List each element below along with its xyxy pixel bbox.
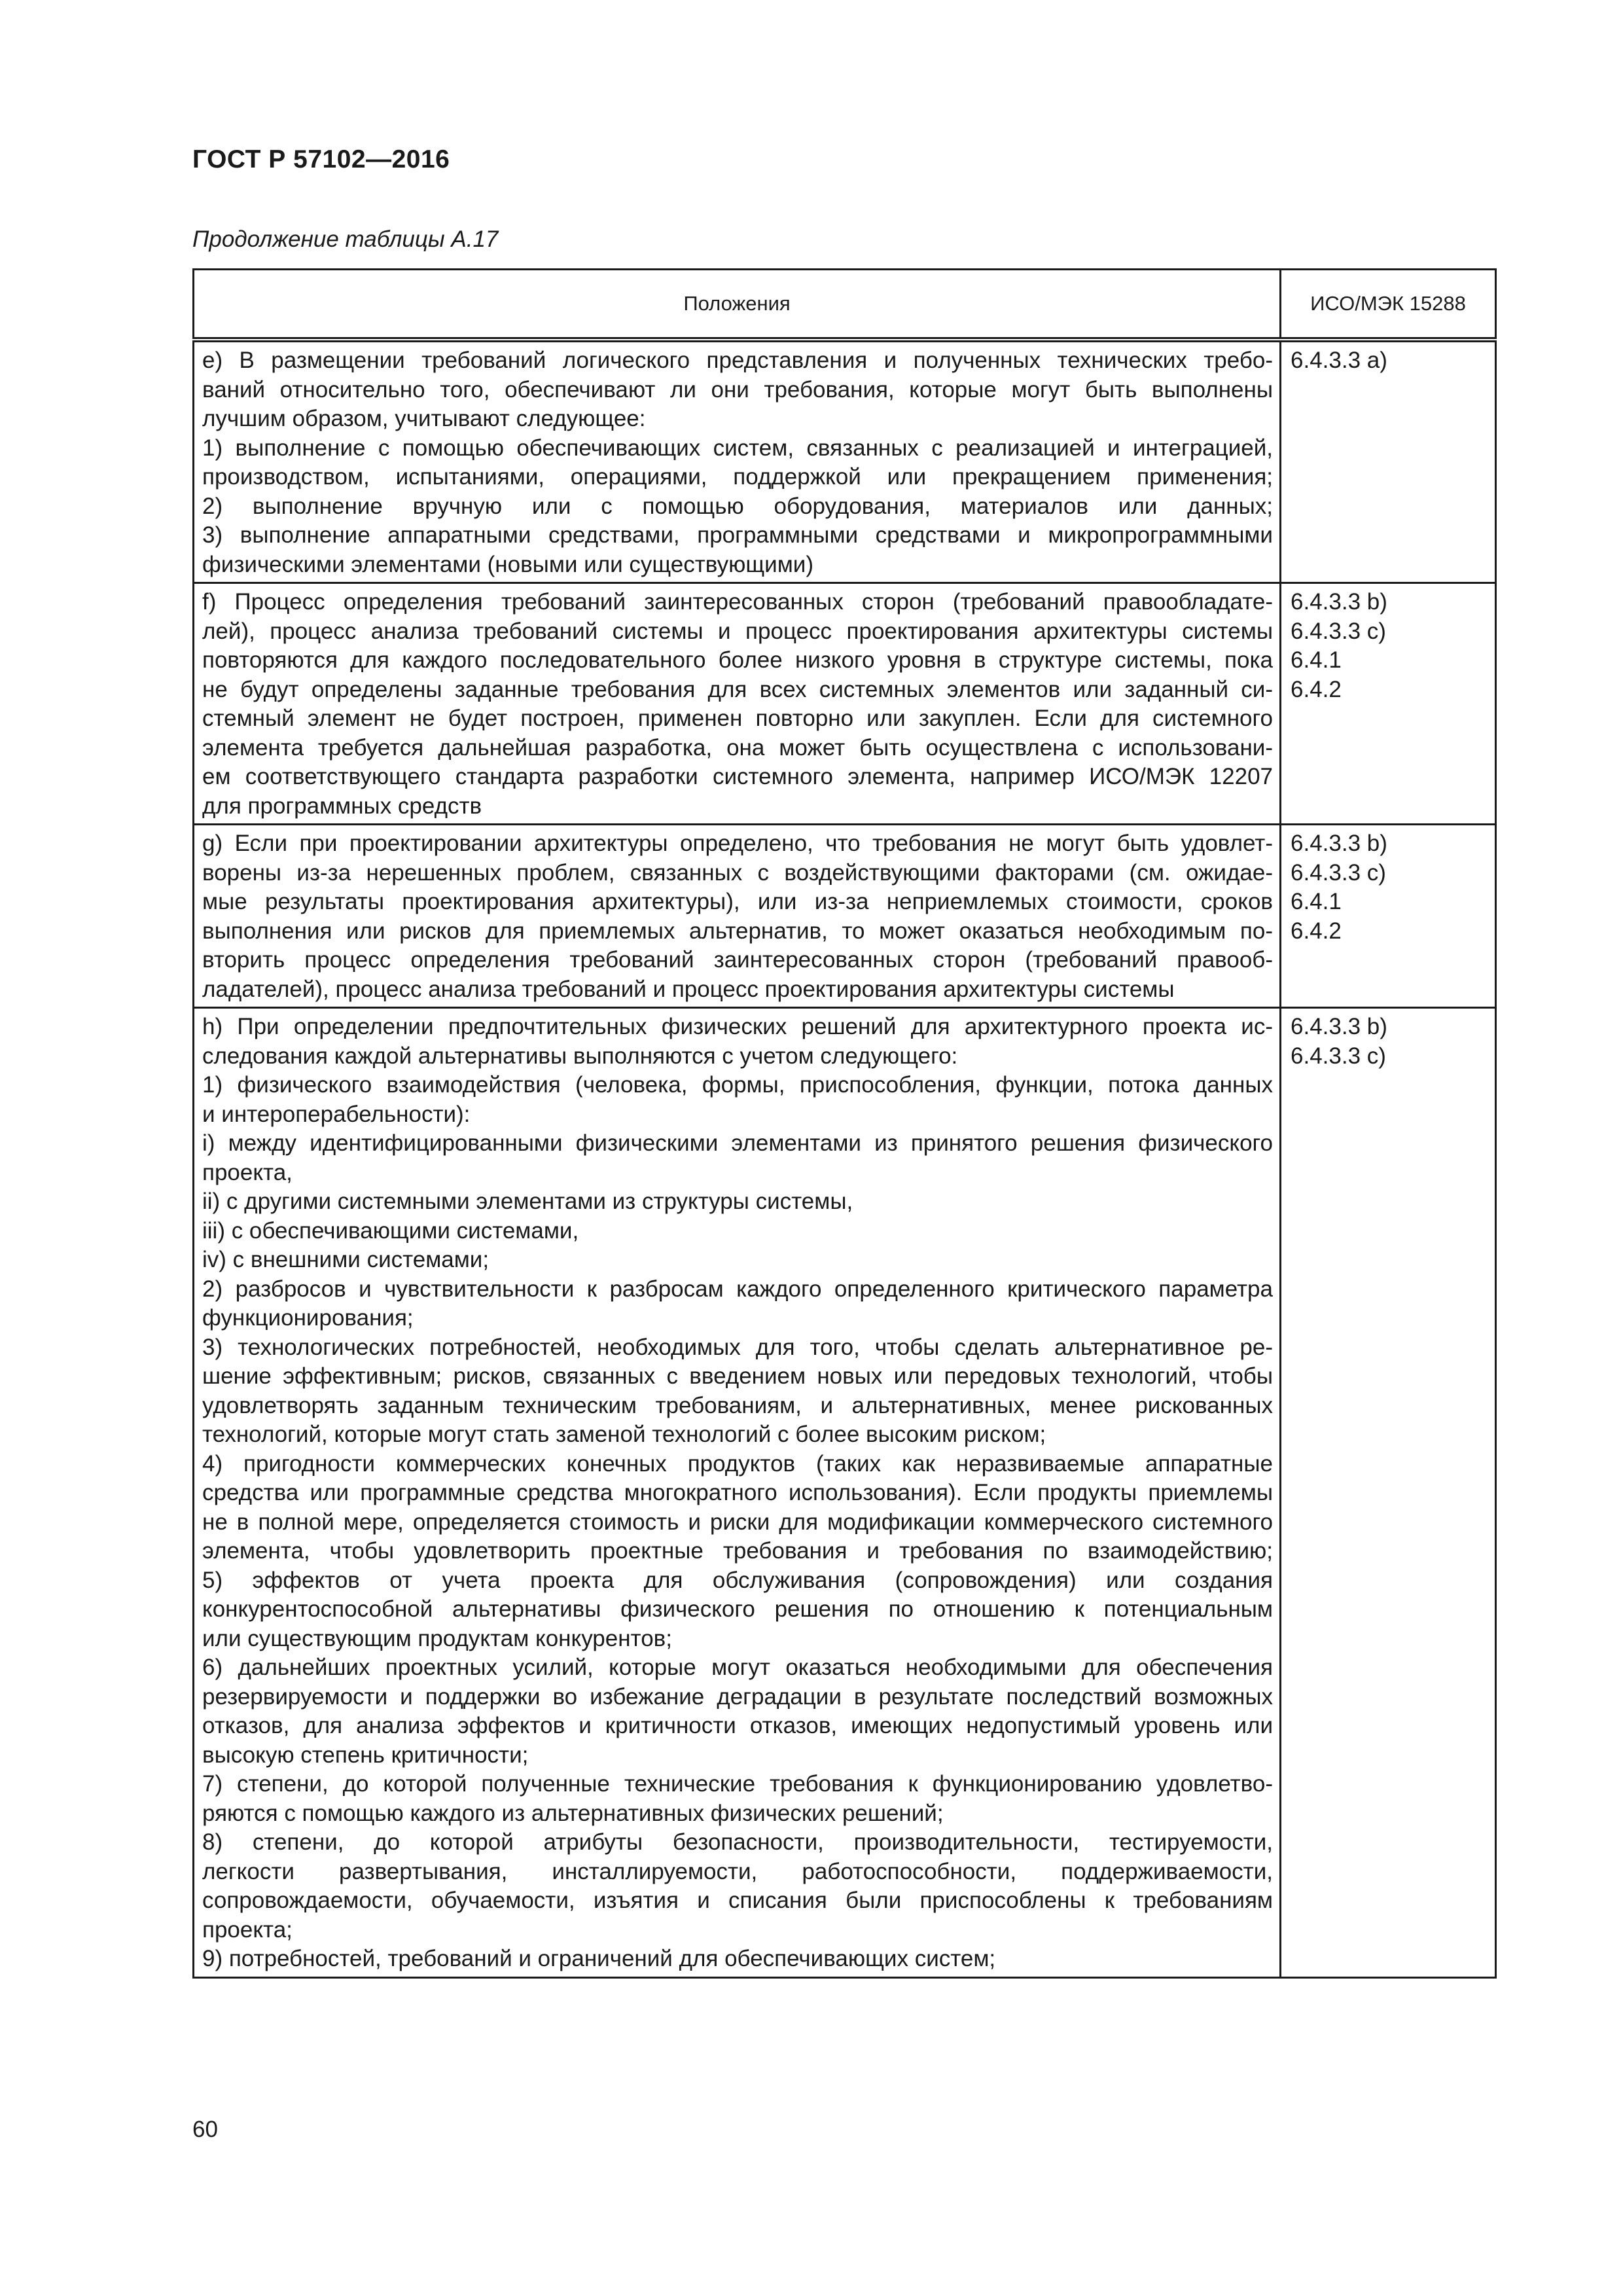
provision-text-line: удовлетворять заданным техническим требованиям, и альтернативных, менее рискованных: [202, 1392, 1273, 1418]
table-row: [194, 1008, 1496, 1978]
provision-text-line: ворены из-за нерешенных проблем, связанных с воздействующими факторами (см. ожидае-: [202, 859, 1273, 886]
provision-cell: [194, 825, 1281, 1008]
table-row: [194, 340, 1496, 583]
provision-text-line: 8) степени, до которой атрибуты безопасности, производительности, тестируемости,: [202, 1829, 1273, 1855]
provision-text-line: вторить процесс определения требований заинтересованных сторон (требований правооб-: [202, 947, 1273, 973]
provision-text-line: h) При определении предпочтительных физических решений для архитектурного проекта ис-: [202, 1014, 1273, 1039]
requirements-table: [192, 268, 1497, 1979]
provision-text-line: ладателей), процесс анализа требований и процесс проектирования архитектуры системы: [202, 976, 1175, 1002]
table-row: [194, 825, 1496, 1008]
provision-text-line: 9) потребностей, требований и ограничений для обеспечивающих систем;: [202, 1946, 996, 1971]
provision-text-line: шение эффективным; рисков, связанных с введением новых или передовых технологий, чтобы: [202, 1363, 1273, 1389]
provision-text-line: 4) пригодности коммерческих конечных продуктов (таких как неразвиваемые аппаратные: [202, 1450, 1273, 1477]
clause-reference: 6.4.3.3 b): [1291, 589, 1387, 615]
iso-reference-cell: [1281, 1008, 1496, 1978]
clause-reference: 6.4.3.3 c): [1291, 1043, 1386, 1069]
provision-text-line: легкости развертывания, инсталлируемости, работоспособности, поддерживаемости,: [202, 1858, 1273, 1884]
provision-text-line: выполнения или рисков для приемлемых альтернатив, то может оказаться необходимым по-: [202, 918, 1273, 944]
provision-text-line: ряются с помощью каждого из альтернативных физических решений;: [202, 1800, 944, 1826]
clause-reference: 6.4.2: [1291, 676, 1342, 702]
provision-text-line: и интероперабельности):: [202, 1101, 471, 1127]
provision-text-line: ваний относительно того, обеспечивают ли они требования, которые могут быть выполнены: [202, 376, 1273, 403]
provision-text-line: iv) с внешними системами;: [202, 1247, 490, 1272]
table-header-row: [194, 270, 1496, 340]
provision-text-line: отказов, для анализа эффектов и критичности отказов, имеющих недопустимый уровень или: [202, 1713, 1273, 1738]
provision-text-line: i) между идентифицированными физическими элементами из принятого решения физического: [202, 1130, 1273, 1156]
provision-text-line: функционирования;: [202, 1305, 414, 1331]
clause-reference: 6.4.3.3 c): [1291, 859, 1386, 886]
provision-text-line: конкурентоспособной альтернативы физического решения по отношению к потенциальным: [202, 1596, 1273, 1622]
provision-text-line: 1) выполнение с помощью обеспечивающих систем, связанных с реализацией и интеграцией,: [202, 435, 1273, 461]
provision-text-line: повторяются для каждого последовательного более низкого уровня в структуре системы, пока: [202, 647, 1273, 673]
clause-reference: 6.4.1: [1291, 647, 1342, 673]
provision-text-line: проекта;: [202, 1916, 293, 1943]
provision-text-line: ем соответствующего стандарта разработки системного элемента, например ИСО/МЭК 12207: [202, 764, 1273, 789]
provision-text-line: производством, испытаниями, операциями, поддержкой или прекращением применения;: [202, 464, 1273, 490]
provision-text-line: проекта,: [202, 1159, 293, 1185]
iso-reference-cell: [1281, 340, 1496, 583]
provision-text-line: резервируемости и поддержки во избежание деградации в результате последствий возможных: [202, 1683, 1273, 1710]
clause-reference: 6.4.3.3 a): [1291, 348, 1387, 373]
provision-text-line: 3) выполнение аппаратными средствами, программными средствами и микропрограммными: [202, 522, 1273, 548]
table-caption: Продолжение таблицы А.17: [192, 226, 499, 252]
provision-text-line: высокую степень критичности;: [202, 1742, 529, 1768]
provision-text-line: 2) выполнение вручную или с помощью оборудования, материалов или данных;: [202, 493, 1273, 519]
table-row: [194, 583, 1496, 825]
provision-text-line: средства или программные средства многократного использования). Если продукты приемлемы: [202, 1480, 1273, 1505]
provision-text-line: для программных средств: [202, 793, 482, 819]
provision-text-line: технологий, которые могут стать заменой технологий с более высоким риском;: [202, 1422, 1046, 1447]
provision-text-line: 6) дальнейших проектных усилий, которые могут оказаться необходимыми для обеспечения: [202, 1655, 1273, 1680]
provision-text-line: или существующим продуктам конкурентов;: [202, 1625, 672, 1651]
document-number: ГОСТ Р 57102—2016: [192, 145, 450, 173]
provision-text-line: 2) разбросов и чувствительности к разбросам каждого определенного критического параметра: [202, 1276, 1273, 1302]
clause-reference: 6.4.3.3 b): [1291, 1014, 1387, 1039]
iso-reference-cell: [1281, 825, 1496, 1008]
provision-text-line: g) Если при проектировании архитектуры определено, что требования не могут быть удовлет-: [202, 831, 1273, 856]
provision-text-line: е) В размещении требований логического представления и полученных технических требо-: [202, 348, 1273, 373]
provision-text-line: элемента, чтобы удовлетворить проектные требования и требования по взаимодействию;: [202, 1538, 1273, 1564]
provision-text-line: не будут определены заданные требования для всех системных элементов или заданный си-: [202, 676, 1273, 702]
provision-text-line: лей), процесс анализа требований системы и процесс проектирования архитектуры системы: [202, 618, 1273, 644]
provision-text-line: 5) эффектов от учета проекта для обслуживания (сопровождения) или создания: [202, 1567, 1273, 1593]
provision-text-line: физическими элементами (новыми или существующими): [202, 551, 813, 577]
provision-text-line: лучшим образом, учитывают следующее:: [202, 406, 646, 431]
provision-cell: [194, 583, 1281, 825]
iso-reference-cell: [1281, 583, 1496, 825]
column-header-iso-iec: ИСО/МЭК 15288: [1281, 270, 1496, 340]
provision-text-line: f) Процесс определения требований заинтересованных сторон (требований правообладате-: [202, 589, 1273, 615]
provision-text-line: сопровождаемости, обучаемости, изъятия и списания были приспособлены к требованиям: [202, 1888, 1273, 1913]
provision-cell: [194, 1008, 1281, 1978]
provision-text-line: мые результаты проектирования архитектуры), или из-за неприемлемых стоимости, сроков: [202, 889, 1273, 914]
provision-text-line: 3) технологических потребностей, необходимых для того, чтобы сделать альтернативное ре-: [202, 1334, 1273, 1360]
page-number: 60: [192, 2117, 218, 2142]
provision-text-line: ii) с другими системными элементами из структуры системы,: [202, 1189, 853, 1214]
column-header-provisions: Положения: [194, 270, 1281, 340]
clause-reference: 6.4.2: [1291, 918, 1342, 944]
provision-text-line: 7) степени, до которой полученные технические требования к функционированию удовлетво-: [202, 1771, 1273, 1797]
provision-text-line: элемента требуется дальнейшая разработка, она может быть осуществлена с использовани-: [202, 734, 1273, 761]
provision-text-line: не в полной мере, определяется стоимость и риски для модификации коммерческого системного: [202, 1509, 1273, 1535]
provision-text-line: 1) физического взаимодействия (человека, формы, приспособления, функции, потока данных: [202, 1072, 1273, 1098]
provision-cell: [194, 340, 1281, 583]
provision-text-line: стемный элемент не будет построен, применен повторно или закуплен. Если для системного: [202, 706, 1273, 731]
provision-text-line: следования каждой альтернативы выполняются с учетом следующего:: [202, 1043, 958, 1069]
clause-reference: 6.4.3.3 b): [1291, 831, 1387, 856]
provision-text-line: iii) с обеспечивающими системами,: [202, 1217, 579, 1244]
clause-reference: 6.4.3.3 c): [1291, 618, 1386, 644]
clause-reference: 6.4.1: [1291, 889, 1342, 914]
